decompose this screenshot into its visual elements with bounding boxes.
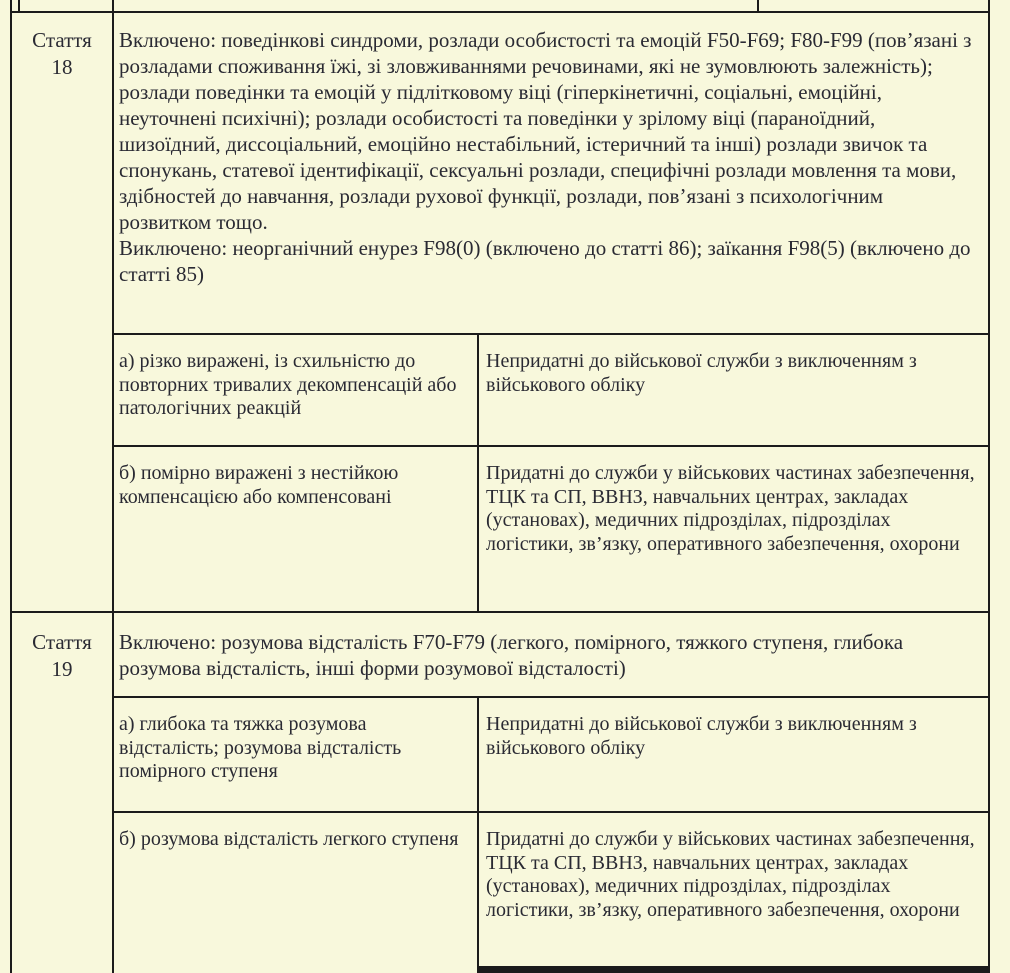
divider bbox=[10, 611, 990, 613]
article-18-item-b-condition bbox=[114, 447, 477, 611]
condition-text: б) розумова відсталість легкого ступеня bbox=[119, 828, 459, 850]
divider bbox=[477, 966, 990, 973]
divider bbox=[988, 0, 990, 973]
article-19-item-a-conclusion bbox=[479, 698, 988, 811]
conclusion-text: Придатні до служби у військових частинах забезпечення, ТЦК та СП, ВВНЗ, навчальних центрах, закладах (установах), медичних підрозділах, підрозділах логістики, зв’язку, оперативного забезпечення, охорони bbox=[486, 828, 975, 921]
article-18-item-a-condition bbox=[114, 335, 477, 445]
article-19-description bbox=[114, 615, 988, 696]
conclusion-text: Непридатні до військової служби з виключенням з військового обліку bbox=[486, 713, 917, 759]
condition-text: а) різко виражені, із схильністю до повторних тривалих декомпенсацій або патологічних реакцій bbox=[119, 350, 457, 419]
condition-text: б) помірно виражені з нестійкою компенсацією або компенсовані bbox=[119, 462, 399, 508]
divider bbox=[10, 0, 12, 973]
article-number: 19 bbox=[51, 657, 73, 681]
article-19-item-a-condition bbox=[114, 698, 477, 811]
article-18-item-a-conclusion bbox=[479, 335, 988, 445]
article-word: Стаття bbox=[32, 28, 92, 52]
included-text: Включено: поведінкові синдроми, розлади особистості та емоцій F50-F69; F80-F99 (пов’язані з розладами споживання їжі, зі зловживаннями речовинами, які не зумовлюють залежність); розлади поведінки та емоцій у підлітковому віці (гіперкінетичні, соціальні, емоційні, неуточнені психічні); розлади особистості та поведінки у зрілому віці (параноїдний, шизоїдний, диссоціальний, емоційно нестабільний, істеричний та інші) розлади звичок та спонукань, статевої ідентифікації, сексуальні розлади, специфічні розлади мовлення та мови, здібностей до навчання, розлади рухової функції, розлади, пов’язані з психологічним розвитком тощо. bbox=[119, 28, 972, 234]
conclusion-text: Придатні до служби у військових частинах забезпечення, ТЦК та СП, ВВНЗ, навчальних центрах, закладах (установах), медичних підрозділах, підрозділах логістики, зв’язку, оперативного забезпечення, охорони bbox=[486, 462, 975, 555]
included-text: Включено: розумова відсталість F70-F79 (легкого, помірного, тяжкого ступеня, глибока розумова відсталість, інші форми розумової відсталості) bbox=[119, 630, 904, 680]
article-19-item-b-conclusion bbox=[479, 813, 988, 966]
condition-text: а) глибока та тяжка розумова відсталість; розумова відсталість помірного ступеня bbox=[119, 713, 402, 782]
excluded-text: Виключено: неорганічний енурез F98(0) (включено до статті 86); заїкання F98(5) (включено до статті 85) bbox=[119, 236, 971, 286]
article-word: Стаття bbox=[32, 630, 92, 654]
article-19-label bbox=[12, 615, 112, 735]
article-18-item-b-conclusion bbox=[479, 447, 988, 611]
conclusion-text: Непридатні до військової служби з виключенням з військового обліку bbox=[486, 350, 917, 396]
article-18-label bbox=[12, 13, 112, 133]
article-number: 18 bbox=[51, 55, 73, 79]
article-19-item-b-condition bbox=[114, 813, 477, 966]
article-18-description bbox=[114, 13, 988, 333]
